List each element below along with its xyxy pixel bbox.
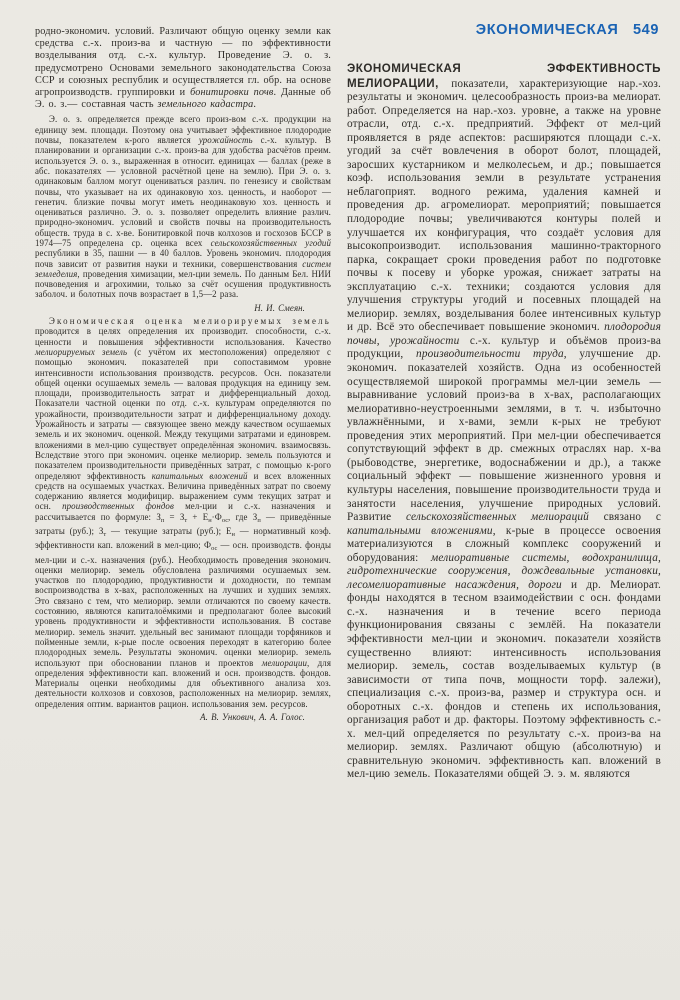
author-signature-unkovich-golos: А. В. Ункович, А. А. Голос. [200,712,305,723]
running-header [347,22,661,38]
two-column-layout [35,22,661,782]
continued-paragraph: родно-экономич. условий. Различают общую оценку земли как средства с.-х. произ-ва и частную — по эффективности возделывания отд. с.-х. культур. Проведение Э. о. з. предусмотрено Основами земельного законодательства Союза ССР и союзных республик и осуществляется гл. обр. на основе агропроизводств. группировки и бонитировки почв. Данные об Э. о. з.— составная часть земельного кадастра. [35,26,331,111]
article-economic-efficiency-melioration: ЭКОНОМИЧЕСКАЯ ЭФФЕКТИВНОСТЬ МЕЛИОРАЦИИ, показатели, характеризующие нар.-хоз. результаты и экономич. целесообразность произ-ва мелиорат. работ. Определяется на нар.-хоз. уровне, а также на уровне отрасли, отд. с.-х. предприятий. Эффект от мел-ций проявляется в ряде аспектов: расширяются площади с.-х. угодий за счёт вовлечения в оборот болот, площадей, заросших кустарником и мелколесьем, и др.; повышается коэф. использования земли в результате устранения неблагоприят. водного режима, удаления камней и проведения др. агромелиорат. мероприятий; повышается плодородие почвы; увеличиваются контуры полей и улучшается их конфигурация, что создаёт условия для высокопроизводит. использования машинно-тракторного парка, сокращает сроки проведения работ по подготовке почвы к посеву и уборке урожая, снижает затраты на эксплуатацию с.-х. техники; создаются условия для улучшения структуры угодий и посевных площадей на мелиорир. землях, возделывания более интенсивных культур и др. Всё это обеспечивает повышение экономич. плодородия почвы, урожайности с.-х. культур и объёмов произ-ва продукции, производительности труда, улучшение др. экономич. показателей хозяйств. Одна из особенностей осуществляемой широкой программы мел-ции земель — выравнивание условий произ-ва в х-вах, располагающих мелиоративно-неустроенными землями, в т. ч. избыточно увлажнёнными, и х-вами, земли к-рых не требуют проведения этих мероприятий. При мел-ции обеспечивается сопутствующий эффект в др. смежных отраслях нар. х-ва (рыбоводстве, энергетике, водоснабжении и др.), а также социальный эффект — повышение жизненного уровня и культуры населения, повышение производительности труда и занятости населения, улучшение природных условий. Развитие сельскохозяйственных мелиораций связано с капитальными вложениями, к-рые в процессе освоения материализуются в сложный комплекс сооружений и оборудования: мелиоративные системы, водохранилища, гидротехнические сооружения, дождевальные установки, лесомелиоративные насаждения, дороги и др. Мелиорат. фонды находятся в тесном взаимодействии с осн. фондами с.-х. назначения и в течение всего периода функционирования связаны с землёй. На показатели эффективности мел-ции и экономич. показатели хозяйств существенно влияют: интенсивность использования мелиорир. земель, состав возделываемых культур (в зависимости от типа почв, мощности торф. залежи), специализация с.-х. произ-ва, размер и структура осн. и оборотных с.-х. фондов и степень их использования, организация работ и др. факторы. Поэтому эффективность с.-х. мел-ций определяется по результату с.-х. произ-ва на мелиорир. землях. Различают общую (абсолютную) и сравнительную экономич. эффективность кап. вложений в мел-цию земель. Показателями общей Э. э. м. являются [347,62,662,781]
petit-paragraph-melioration-evaluation: Экономическая оценка мелиорируемых земель проводится в целях определения их производит. способности, с.-х. ценности и повышения эффективности использования. Качество мелиорируемых земель (с учётом их местоположения) определяют с помощью экономич. показателей при сопоставимом уровне интенсивности использования производств. ресурсов. Осн. показатели общей оценки осушаемых земель — валовая продукция на единицу зем. площади, производительность затрат и дифференциальный доход. Показатели частной оценки по отд. с.-х. культурам определяются по урожайности, производительности затрат и дифференциальному доходу. Урожайность и затраты — связующее звено между качеством осушаемых земель и их экономич. оценкой. Между текущими затратами и единоврем. вложениями в мел-цию существует определённая экономич. взаимосвязь. Вследствие этого при экономич. оценке мелиорир. земель пользуются и показателем производительности приведённых затрат, с помощью к-рого определяют эффективность капитальных вложений и всех вложенных средств на осушаемых участках. Величина приведённых затрат по своему содержанию является модифицир. выражением сумм текущих затрат и осн. производственных фондов мел-ции и с.-х. назначения и рассчитывается по формуле: $З_п = З_т + Е_н\cdot Ф_{ос}$, где $З_п$ — приведённые затраты (руб.); $З_т$ — текущие затраты (руб.); $Е_н$ — нормативный коэф. эффективности кап. вложений в мел-цию; $Ф_{ос}$ — осн. производств. фонды мел-ции и с.-х. назначения (руб.). Необходимость проведения экономич. оценки мелиорир. земель обусловлена различиями осушаемых зем. участков по плодородию, продуктивности и доходности, по темпам воспроизводства в х-вах, расположенных на лучших и худших землях. Это связано с тем, что мелиорир. земли отличаются по своему качеств. состоянию, являются капиталоёмкими и предполагают более высокий уровень продуктивности и эффективности использования. В составе мелиорир. земель значит. удельный вес занимают площади торфяников и пойменные земли, к-рые после освоения переходят в категорию более плодородных земель. Результаты экономич. оценки мелиорир. земель используют при обосновании планов и проектов мелиорации, для определения эффективности кап. вложений и осн. производств. фондов. Материалы оценки необходимы для объективного анализа хоз. деятельности колхозов и совхозов, расположенных на мелиорир. землях, определения оптим. вариантов рацион. использования зем. ресурсов. [35,316,332,709]
running-header-section-title: ЭКОНОМИЧЕСКАЯ [475,22,619,38]
petit-paragraph-land-evaluation: Э. о. з. определяется прежде всего произ-вом с.-х. продукции на единицу зем. площади. Поэтому она учитывает эффективное плодородие почвы, показателем к-рого является урожайность с.-х. культур. В планировании и организации с.-х. произ-ва для удобства расчётов преим. используется Э. о. з., выраженная в относит. единицах — баллах (реже в абс. показателях — условной расчётной цене на землю). При Э. о. з. одинаковым баллом могут оцениваться различ. по генезису и свойствам почвы, что указывает на их одинаковую хоз. ценность, и наоборот — генетич. близкие почвы могут иметь неодинаковую хоз. ценность и оцениваться различно. Э. о. з. позволяет определить влияние различ. природно-экономич. условий и свойств почвы на производительность обществ. труда в с. х-ве. Бонитировкой почв колхозов и госхозов БССР в 1974—75 определена ср. оценка всех сельскохозяйственных угодий республики в 35, пашни — в 40 баллов. Уровень экономич. плодородия почв зависит от развития науки и техники, совершенствования систем земледелия, проведения химизации, мел-ции земель. По данным Бел. НИИ почвоведения и агрохимии, только за счёт осушения продуктивность заболоч. и болотных почв возрастает в 1,5—2 раза. [35,114,331,300]
author-signature-smeyan: Н. И. Смеян. [254,302,305,313]
page-number: 549 [633,22,659,38]
right-column [347,22,661,782]
left-column [35,22,331,782]
